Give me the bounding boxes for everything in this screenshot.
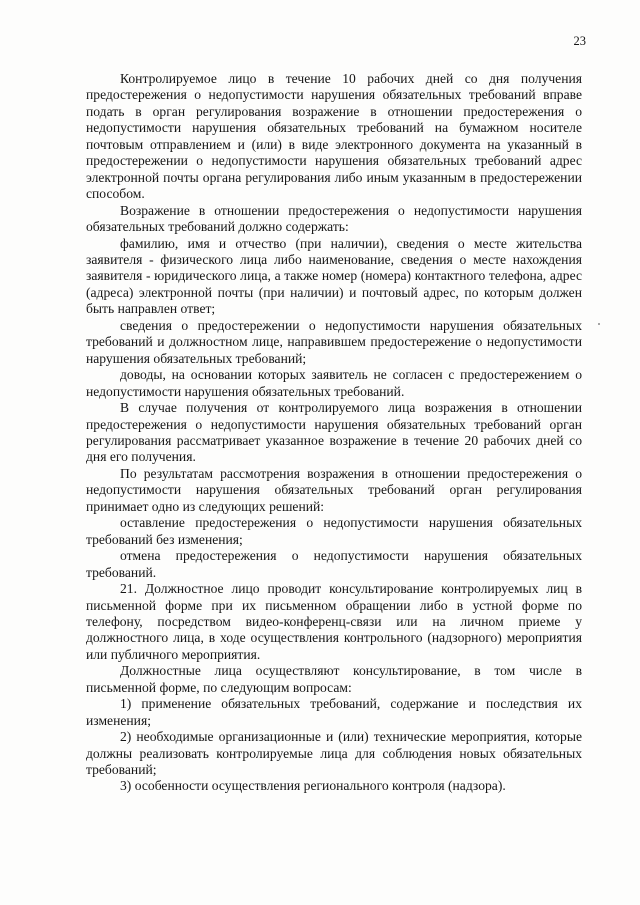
paragraph-decision-cancel: отмена предостережения о недопустимости нарушения обязательных требований. xyxy=(86,548,582,580)
page-number: 23 xyxy=(573,34,586,48)
list-item-3: 3) особенности осуществления регионального контроля (надзора). xyxy=(120,778,506,794)
list-item-2: 2) необходимые организационные и (или) технические мероприятия, которые должны реализовать контролируемые лица для соблюдения новых обязательных требований; xyxy=(86,729,582,778)
paragraph-consulting-topics: Должностные лица осуществляют консультирование, в том числе в письменной форме, по следующим вопросам: xyxy=(86,663,582,695)
document-body xyxy=(86,71,582,795)
paragraph-arguments: доводы, на основании которых заявитель не согласен с предостережением о недопустимости нарушения обязательных требований. xyxy=(86,367,582,399)
paragraph-warning-details: сведения о предостережении о недопустимости нарушения обязательных требований и должностном лице, направившем предостережение о недопустимости нарушения обязательных требований; xyxy=(86,317,582,366)
paragraph-review-period: В случае получения от контролируемого лица возражения в отношении предостережения о недопустимости нарушения обязательных требований орган регулирования рассматривает указанное возражение в течение 20 рабочих дней со дня его получения. xyxy=(86,400,582,465)
paragraph-section-21: 21. Должностное лицо проводит консультирование контролируемых лиц в письменной форме при их письменном обращении либо в устной форме по телефону, посредством видео-конференц-связи или на личном приеме у должностного лица, в ходе осуществления контрольного (надзорного) мероприятия или публичного мероприятия. xyxy=(86,581,582,662)
paragraph-objection-deadline: Контролируемое лицо в течение 10 рабочих дней со дня получения предостережения о недопустимости нарушения обязательных требований вправе подать в орган регулирования возражение в отношении предостережения о недопустимости нарушения обязательных требований на бумажном носителе почтовым отправлением и (или) в виде электронного документа на указанный в предостережении о недопустимости нарушения обязательных требований адрес электронной почты органа регулирования либо иным указанным в предостережении способом. xyxy=(86,71,582,202)
scan-speck xyxy=(598,323,600,325)
list-item-1: 1) применение обязательных требований, содержание и последствия их изменения; xyxy=(86,696,582,728)
paragraph-applicant-details: фамилию, имя и отчество (при наличии), сведения о месте жительства заявителя - физического лица либо наименование, сведения о месте нахождения заявителя - юридического лица, а также номер (номера) контактного телефона, адрес (адреса) электронной почты (при наличии) и почтовый адрес, по которым должен быть направлен ответ; xyxy=(86,235,582,317)
paragraph-decision-keep: оставление предостережения о недопустимости нарушения обязательных требований без изменения; xyxy=(86,515,582,547)
paragraph-review-results: По результатам рассмотрения возражения в отношении предостережения о недопустимости нарушения обязательных требований орган регулирования принимает одно из следующих решений: xyxy=(86,465,582,514)
paragraph-objection-content: Возражение в отношении предостережения о недопустимости нарушения обязательных требований должно содержать: xyxy=(86,202,582,235)
